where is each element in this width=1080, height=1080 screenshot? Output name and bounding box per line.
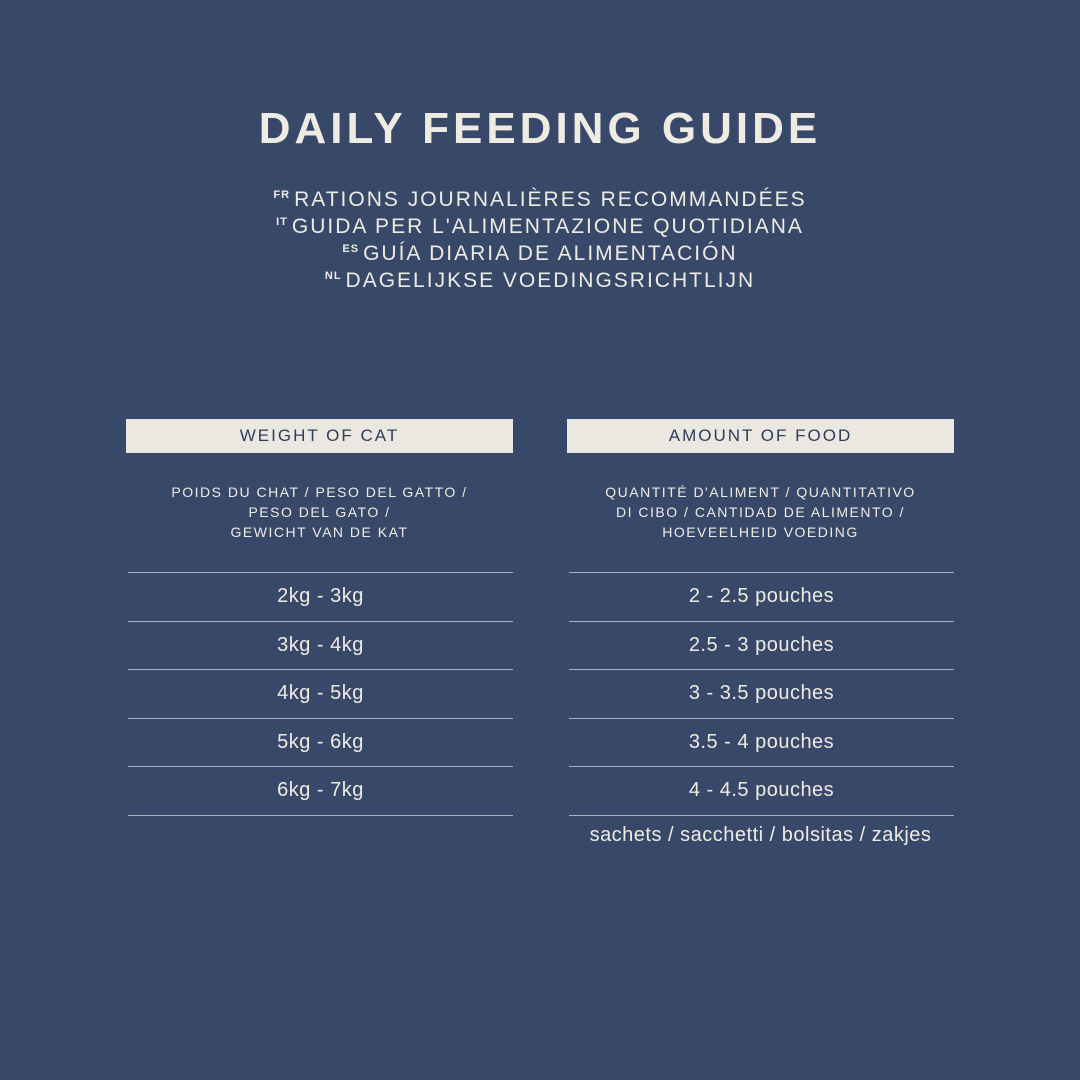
- table-row: 5kg - 6kg: [128, 719, 513, 768]
- table-row: 3 - 3.5 pouches: [569, 670, 954, 719]
- table-row: 2 - 2.5 pouches: [569, 573, 954, 622]
- subtitle-text: GUIDA PER L'ALIMENTAZIONE QUOTIDIANA: [291, 215, 804, 238]
- table-row: 6kg - 7kg: [128, 767, 513, 816]
- translation-line: PESO DEL GATO /: [248, 504, 391, 520]
- table-row: 4 - 4.5 pouches: [569, 767, 954, 816]
- subtitle-nl: [0, 263, 1080, 290]
- lang-code: IT: [276, 216, 288, 228]
- weight-column-translations: [126, 482, 513, 572]
- table-row: 2kg - 3kg: [128, 573, 513, 622]
- table-row: 3kg - 4kg: [128, 622, 513, 671]
- page-title: DAILY FEEDING GUIDE: [258, 104, 822, 153]
- food-column: [567, 419, 954, 847]
- translation-line: QUANTITÉ D'ALIMENT / QUANTITATIVO: [605, 484, 916, 500]
- lang-code: NL: [324, 270, 342, 282]
- lang-code: FR: [273, 189, 291, 201]
- food-rows: [569, 572, 954, 816]
- pouch-translations-footnote: sachets / sacchetti / bolsitas / zakjes: [589, 823, 932, 846]
- weight-rows: [128, 572, 513, 816]
- translated-subtitles: [0, 182, 1080, 290]
- translation-line: POIDS DU CHAT / PESO DEL GATTO /: [171, 484, 468, 500]
- table-row: 4kg - 5kg: [128, 670, 513, 719]
- subtitle-es: [0, 236, 1080, 263]
- weight-column: [126, 419, 513, 816]
- weight-column-header: WEIGHT OF CAT: [126, 419, 513, 453]
- translation-line: DI CIBO / CANTIDAD DE ALIMENTO /: [616, 504, 905, 520]
- table-row: 3.5 - 4 pouches: [569, 719, 954, 768]
- translation-line: HOEVEELHEID VOEDING: [662, 524, 859, 540]
- subtitle-fr: [0, 182, 1080, 209]
- table-row: 2.5 - 3 pouches: [569, 622, 954, 671]
- subtitle-text: GUÍA DIARIA DE ALIMENTACIÓN: [363, 242, 738, 265]
- subtitle-text: DAGELIJKSE VOEDINGSRICHTLIJN: [345, 269, 756, 292]
- lang-code: ES: [342, 243, 360, 255]
- translation-line: GEWICHT VAN DE KAT: [230, 524, 409, 540]
- subtitle-text: RATIONS JOURNALIÈRES RECOMMANDÉES: [294, 188, 807, 211]
- subtitle-it: [0, 209, 1080, 236]
- food-column-translations: [567, 482, 954, 572]
- food-column-header: AMOUNT OF FOOD: [567, 419, 954, 453]
